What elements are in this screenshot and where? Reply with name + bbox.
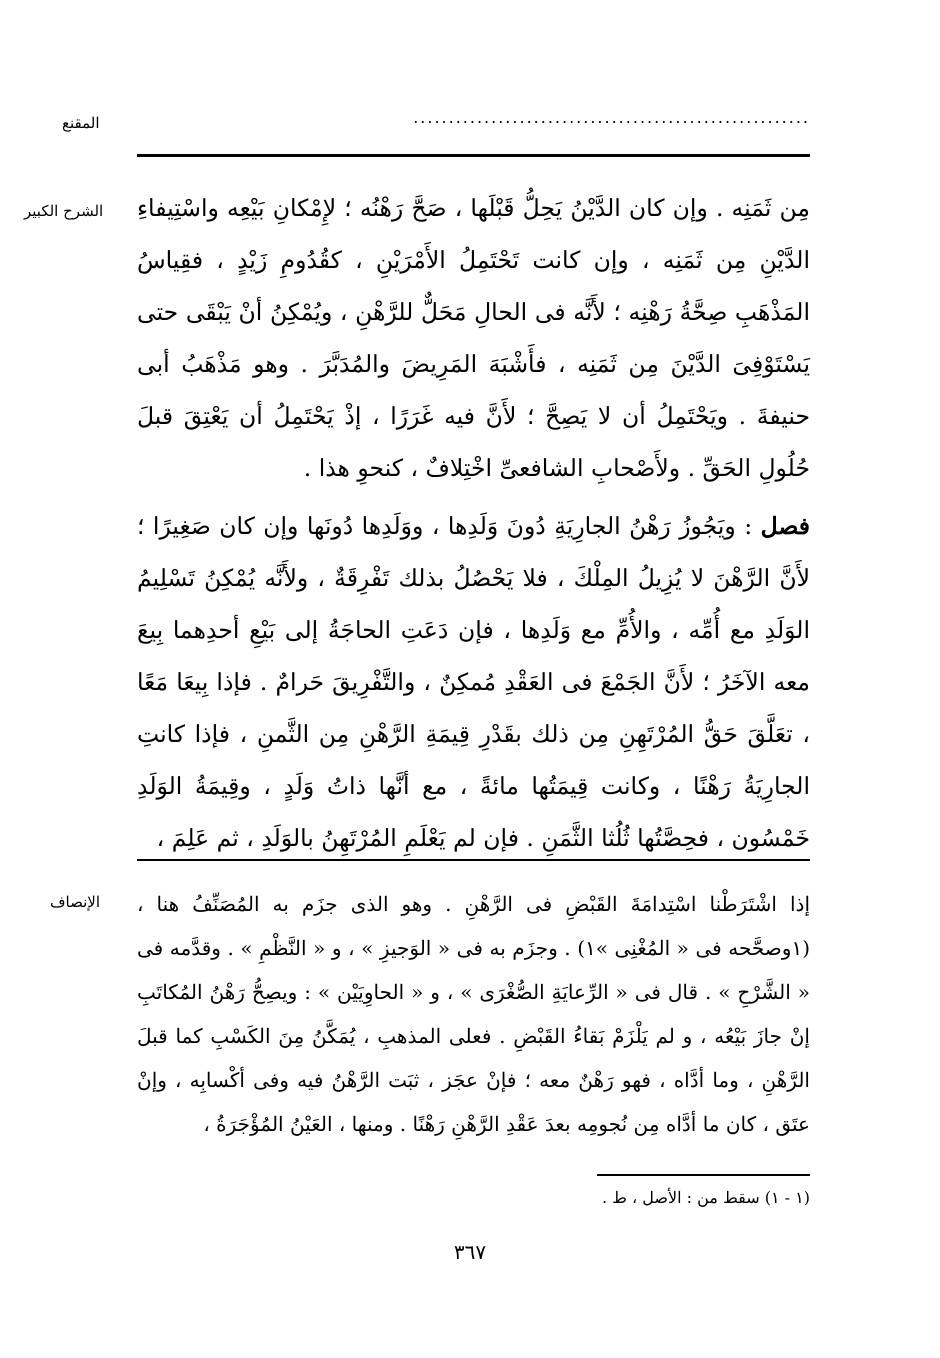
footnote: (١ - ١) سقط من : الأصل ، ط .	[601, 1188, 810, 1207]
fasl-heading: فصل	[760, 512, 810, 540]
insaf-text-block: إذا اشْتَرَطْنا اسْتِدامَةَ القَبْضِ فى الرَّهْنِ . وهو الذى جزَم به المُصَنِّفُ هنا ، (١وصحَّحه فى « المُغْنِى »١) . وجزَم به فى « الوَجيزِ » ، و « النَّظْمِ » . وقدَّمه فى « الشَّرْحِ » . قال فى « الرِّعايَةِ الصُّغْرَى » ، و « الحاوِيَيْن » : ويصِحُّ رَهْنُ المُكاتَبِ إنْ جازَ بَيْعُه ، و لم يَلْزَمْ بَقاءُ القَبْضِ . فعلى المذهبِ ، يُمَكَّنُ مِنَ الكَسْبِ كما قبلَ الرَّهْنِ ، وما أدَّاه ، فهو رَهْنٌ معه ؛ فإنْ عجَز ، ثبَت الرَّهْنُ فيه وفى أكْسابِه ، وإنْ عتَق ، كان ما أدَّاه مِن نُجومِه بعدَ عَقْدِ الرَّهْنِ رَهْنًا . ومنها ، العَيْنُ المُؤْجَرَةُ ،	[137, 892, 810, 1136]
header-rule	[137, 154, 810, 157]
footnote-rule	[597, 1174, 810, 1176]
running-title: المقنع	[62, 114, 100, 132]
main-text-block	[137, 182, 810, 864]
section-label-insaf: الإنصاف	[50, 893, 101, 911]
section-divider	[137, 859, 810, 861]
page-number: ٣٦٧	[453, 1240, 487, 1264]
section-label-sharh: الشرح الكبير	[24, 202, 104, 220]
main-paragraph-2	[137, 500, 810, 864]
main-paragraph-1: مِن ثَمَنِه . وإن كان الدَّيْنُ يَحِلُّ قَبْلَها ، صَحَّ رَهْنُه ؛ لإِمْكانِ بَيْعِه واسْتِيفاءِ الدَّيْنِ مِن ثَمَنِه ، وإن كانت تَحْتَمِلُ الأَمْرَيْنِ ، كقُدُومِ زَيْدٍ ، فقِياسُ المَذْهَبِ صِحَّةُ رَهْنِه ؛ لأَنَّه فى الحالِ مَحَلٌّ للرَّهْنِ ، ويُمْكِنُ أنْ يَبْقَى حتى يَسْتَوْفِىَ الدَّيْنَ مِن ثَمَنِه ، فأَشْبَهَ المَرِيضَ والمُدَبَّرَ . وهو مَذْهَبُ أبى حنيفةَ . ويَحْتَمِلُ أن لا يَصِحَّ ؛ لأَنَّ فيه غَرَرًا ، إذْ يَحْتَمِلُ أن يَعْتِقَ قبلَ حُلُولِ الحَقِّ . ولأَصْحابِ الشافعىِّ اخْتِلافٌ ، كنحوِ هذا .	[137, 194, 810, 482]
main-paragraph-2-text: : ويَجُوزُ رَهْنُ الجارِيَةِ دُونَ وَلَدِها ، ووَلَدِها دُونَها وإن كان صَغِيرًا ؛ لأَنَّ الرَّهْنَ لا يُزِيلُ المِلْكَ ، فلا يَحْصُلُ بذلك تَفْرِقَةٌ ، ولأَنَّه يُمْكِنُ تَسْلِيمُ الوَلَدِ مع أُمِّه ، والأُمِّ مع وَلَدِها ، فإن دَعَتِ الحاجَةُ إلى بَيْعِ أحدِهما بِيعَ معه الآخَرُ ؛ لأَنَّ الجَمْعَ فى العَقْدِ مُمكِنٌ ، والتَّفْرِيقَ حَرامٌ . فإذا بِيعَا مَعًا ، تعَلَّقَ حَقُّ المُرْتَهِنِ مِن ذلك بقَدْرِ قِيمَةِ الرَّهْنِ مِن الثَّمنِ ، فإذا كانتِ الجارِيَةُ رَهْنًا ، وكانت قِيمَتُها مائةً ، مع أنَّها ذاتُ وَلَدٍ ، وقِيمَةُ الوَلَدِ خَمْسُون ، فحِصَّتُها ثُلُثا الثَّمَنِ . فإن لم يَعْلَمِ المُرْتَهِنُ بالوَلَدِ ، ثم عَلِمَ ،	[137, 512, 810, 852]
header-dot-leader: ........................................................	[413, 108, 810, 127]
